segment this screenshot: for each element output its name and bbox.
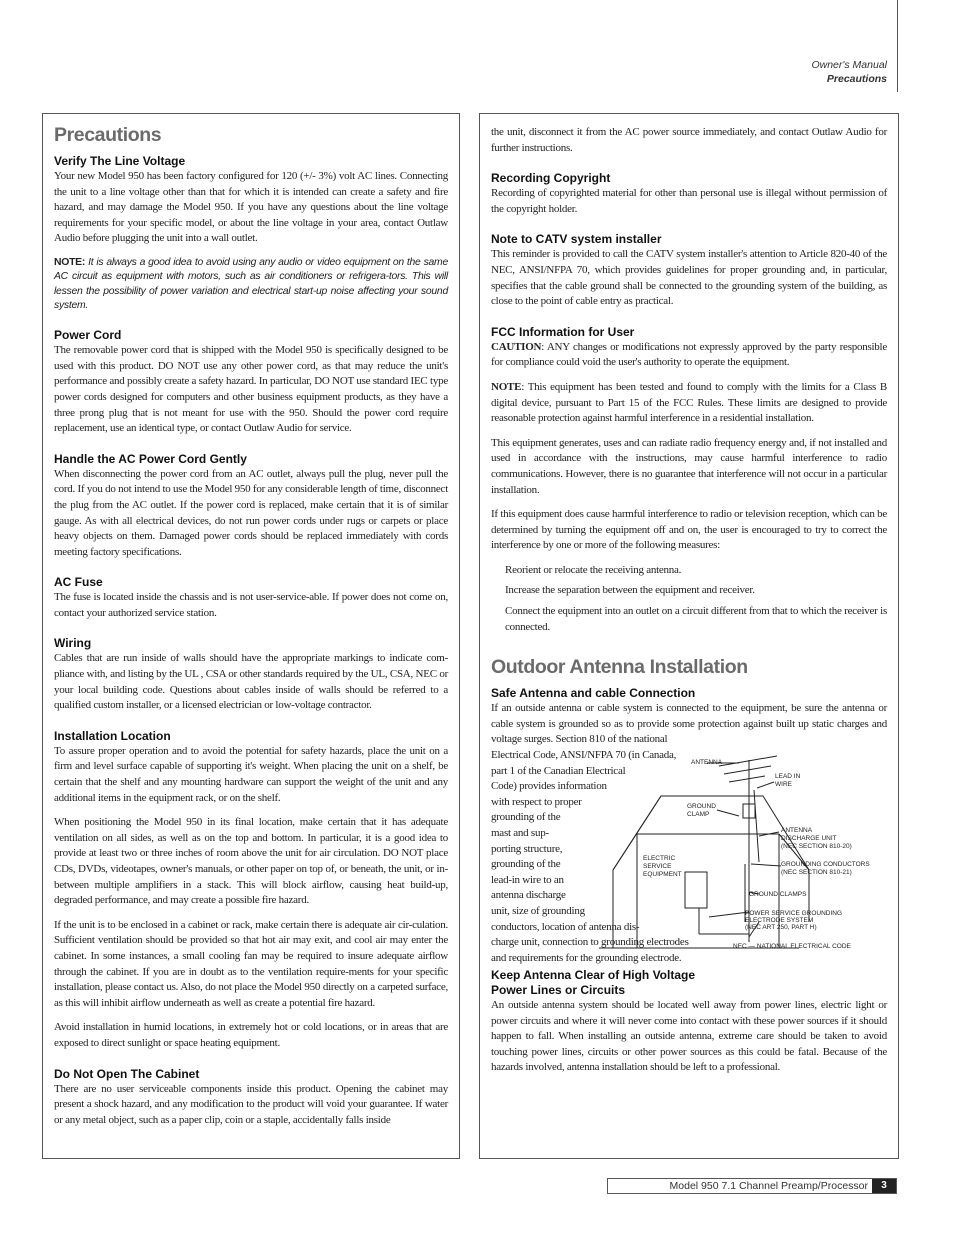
fcc-note — [491, 380, 887, 427]
text-line: part 1 of the Canadian Electrical — [491, 764, 626, 777]
label-ground-clamp-2: CLAMP — [687, 811, 710, 819]
label-service-2: SERVICE — [643, 863, 672, 871]
section-heading: Wiring — [54, 636, 92, 651]
header-rule — [897, 0, 898, 92]
section-text: An outside antenna system should be located well away from power lines, electric light or power circuits and where it will never come into contact with these power sources if it should happen to fall. When installing an outside antenna, extreme care should be taken to avoid touching power lines, circuits or other power sources as this could be fatal. Because of the hazards involved, antenna installation should be left to a professional. — [491, 999, 887, 1074]
section-text: This equipment generates, uses and can radiate radio frequency energy and, if not installed and used in accordance with the instructions, may cause harmful interference to radio communications. However, there is no guarantee that interference will not occur in a particular installation. — [491, 436, 887, 496]
text-line: and requirements for the grounding electrode. — [491, 951, 682, 964]
section-text: Recording of copyrighted material for other than personal use is illegal without permission of the copyright holder. — [491, 187, 887, 215]
label-discharge: ANTENNA — [781, 827, 813, 835]
label-electrode-3: (NEC ART 250, PART H) — [745, 924, 817, 932]
label-service-3: EQUIPMENT — [643, 871, 682, 879]
antenna-wrap-area — [491, 748, 887, 968]
text-line: Code) provides information — [491, 780, 607, 793]
section-heading: Keep Antenna Clear of High Voltage — [491, 968, 696, 983]
section-text: There are no user serviceable components inside this product. Opening the cabinet may present a shock hazard, and any modification to the product will void your guarantee. If water or any metal object, such as a paper clip, coin or a staple, accidentally falls inside — [54, 1082, 448, 1126]
label-electrode-2: ELECTRODE SYSTEM — [745, 917, 814, 925]
section-heading: Power Cord — [54, 328, 122, 343]
section-text: When disconnecting the power cord from an AC outlet, always pull the plug, never pull the cord. If you do not intend to use the Model 950 for any considerable length of time, disconnect the plug from the AC outlet. If the power cord is replaced, make certain that it is of similar gauge. As with all electrical devices, do not run power cords under rugs or carpets or place heavy objects on them. Damaged power cords should be replaced immediately with cords meeting factory specifications. — [54, 467, 448, 558]
section-heading: FCC Information for User — [491, 324, 635, 339]
page-footer — [607, 1178, 897, 1194]
section-text: The fuse is located inside the chassis and is not user-service-able. If power does not come on, contact your authorized service station. — [54, 591, 448, 619]
text-line: lead-in wire to an — [491, 873, 564, 886]
label-ground-clamp: GROUND — [687, 803, 716, 811]
section-text: When positioning the Model 950 in its final location, make certain that it has adequate ventilation on all sides, as well as on the top and bottom. In particular, it is a good idea to provide at least two or three inches of room above the unit for air circulation. DO NOT place CDs, DVDs, videotapes, owner's manuals, or other paper on top of, or beneath, the unit, or in-between multiple amplifiers in a stack. This will block airflow, causing heat build-up, degraded performance, and may create a possible fire hazard. — [54, 816, 448, 907]
note-label: NOTE: — [54, 256, 86, 268]
section-heading: Safe Antenna and cable Connection — [491, 686, 696, 701]
list-item: Increase the separation between the equipment and receiver. — [505, 584, 755, 597]
label-lead-in-2: WIRE — [775, 781, 792, 789]
section-text: To assure proper operation and to avoid the potential for safety hazards, place the unit on a firm and level surface capable of supporting it's weight. When placing the unit on a shelf, be certain that the shelf and any mounting hardware can support the weight of the unit and any additional items in the equipment rack, or on the shelf. — [54, 744, 448, 804]
label-discharge-3: (NEC SECTION 810-20) — [781, 843, 852, 851]
note-text: : This equipment has been tested and found to comply with the limits for a Class B digital device, pursuant to Part 15 of the FCC Rules. These limits are designed to provide reasonable protection against harmful interference in a residential installation. — [491, 380, 887, 425]
section-text: Avoid installation in humid locations, in extremely hot or cold locations, or in areas that are exposed to direct sunlight or space heating equipment. — [54, 1021, 448, 1049]
label-conductors: GROUNDING CONDUCTORS — [781, 861, 870, 869]
label-electrode: POWER SERVICE GROUNDING — [745, 910, 843, 918]
text-line: grounding of the — [491, 858, 561, 871]
section-heading: Note to CATV system installer — [491, 232, 662, 247]
section-text: The removable power cord that is shipped with the Model 950 is specifically designed to be used with this product. DO NOT use any other power cord, as that may reduce the unit's performance and possibly create a safety hazard. In particular, DO NOT use standard IEC type power cords designed for computers and other business equipment products, as they have a three prong plug that is not meant for use with the 950. Should the power cord require replacement, use an identical type, or contact Outlaw Audio for service. — [54, 344, 448, 435]
header-section: Precautions — [826, 73, 887, 85]
section-text: If the unit is to be enclosed in a cabinet or rack, make certain there is adequate air cir-culation. Sufficient ventilation should be provided so that hot air may exit, and cool air may enter the cabinet. In some instances, a small cooling fan may be required to insure adequate airflow through the cabinet. If you are in doubt as to the ventilation require-ments for your specific installation, please contact us. Also, do not place the Model 950 directly on a carpeted surface, as this will inhibit airflow underneath as well as create a potential fire hazard. — [54, 918, 448, 1009]
section-heading: Do Not Open The Cabinet — [54, 1066, 200, 1081]
text-line: Electrical Code, ANSI/NFPA 70 (in Canada, — [491, 749, 677, 762]
outdoor-antenna-title: Outdoor Antenna Installation — [491, 656, 748, 679]
label-discharge-2: DISCHARGE UNIT — [781, 835, 837, 843]
label-ground-clamps: GROUND CLAMPS — [749, 891, 807, 899]
list-item: Reorient or relocate the receiving antenna. — [505, 563, 682, 576]
section-heading: Handle the AC Power Cord Gently — [54, 451, 247, 466]
section-heading: Recording Copyright — [491, 171, 611, 186]
text-line: with respect to proper — [491, 795, 582, 808]
section-heading-2: Power Lines or Circuits — [491, 983, 626, 998]
section-heading: Installation Location — [54, 728, 171, 743]
text-line: mast and sup- — [491, 827, 549, 839]
label-lead-in: LEAD IN — [775, 773, 801, 781]
section-text: If an outside antenna or cable system is connected to the equipment, be sure the antenna or cable system is grounded so as to provide some protection against built up static charges and voltage surges. Section 810 of the national — [491, 702, 887, 746]
section-text: Your new Model 950 has been factory configured for 120 (+/- 3%) volt AC lines. Connecting the unit to a line voltage other than that for which it is intended can create a safety and fire hazard, and may damage the Model 950. If you have any questions about the line voltage requirements for your specific model, or about the line voltage in your area, contact Outlaw Audio before plugging the unit into a wall outlet. — [54, 170, 448, 245]
section-text: Cables that are run inside of walls should have the appropriate markings to indicate com-pliance with, and listing by the UL , CSA or other standards required by the UL, CSA, NEC or your local building code. Questions about cables inside of walls should be referred to a qualified custom installer, or a licensed electrician or low-voltage contractor. — [54, 652, 448, 712]
header-manual: Owner's Manual — [811, 59, 887, 71]
label-service: ELECTRIC — [643, 855, 676, 863]
label-nec: NEC — NATIONAL ELECTRICAL CODE — [733, 943, 851, 951]
continued-text: the unit, disconnect it from the AC power source immediately, and contact Outlaw Audio for further instructions. — [491, 126, 887, 154]
text-line: conductors, location of antenna dis- — [491, 920, 640, 933]
label-antenna: ANTENNA — [691, 759, 723, 767]
caution-text: : ANY changes or modifications not expressly approved by the party responsible for compliance could void the user's authority to operate the equipment. — [491, 340, 887, 369]
caution-label: CAUTION — [491, 340, 542, 353]
fcc-antenna-panel — [479, 113, 899, 1159]
page-title: Precautions — [54, 124, 162, 146]
section-text: If this equipment does cause harmful interference to radio or television reception, which can be determined by turning the equipment off and on, the user is encouraged to try to correct the interference by one or more of the following measures: — [491, 508, 887, 552]
fcc-caution — [491, 340, 887, 371]
note-text: It is always a good idea to avoid using any audio or video equipment on the same AC circuit as equipment with motors, such as air conditioners or refrigera-tors. This will lessen the possibility of power variation and electrical start-up noise affecting your sound system. — [54, 256, 448, 311]
text-line: antenna discharge — [491, 889, 566, 902]
precautions-panel — [42, 113, 460, 1159]
section-heading: AC Fuse — [54, 575, 103, 590]
text-line: porting structure, — [491, 842, 563, 855]
text-line: charge unit, connection to grounding electrodes — [491, 936, 689, 949]
note-paragraph — [54, 256, 448, 313]
page-number: 3 — [872, 1179, 896, 1193]
text-line: unit, size of grounding — [491, 904, 585, 917]
list-item: Connect the equipment into an outlet on a circuit different from that to which the receiver is connected. — [505, 605, 887, 633]
section-text: This reminder is provided to call the CATV system installer's attention to Article 820-40 of the NEC, ANSI/NFPA 70, which provides guidelines for proper grounding and, in particular, specifies that the cable ground shall be connected to the grounding system of the building, as close to the point of cable entry as practical. — [491, 248, 887, 308]
footer-title: Model 950 7.1 Channel Preamp/Processor — [669, 1180, 868, 1192]
label-conductors-2: (NEC SECTION 810-21) — [781, 869, 852, 877]
text-line: grounding of the — [491, 811, 561, 824]
note-label: NOTE — [491, 380, 522, 393]
fcc-measures-list — [491, 563, 887, 635]
antenna-grounding-diagram — [599, 752, 889, 962]
running-header — [811, 58, 887, 86]
section-heading: Verify The Line Voltage — [54, 154, 186, 168]
